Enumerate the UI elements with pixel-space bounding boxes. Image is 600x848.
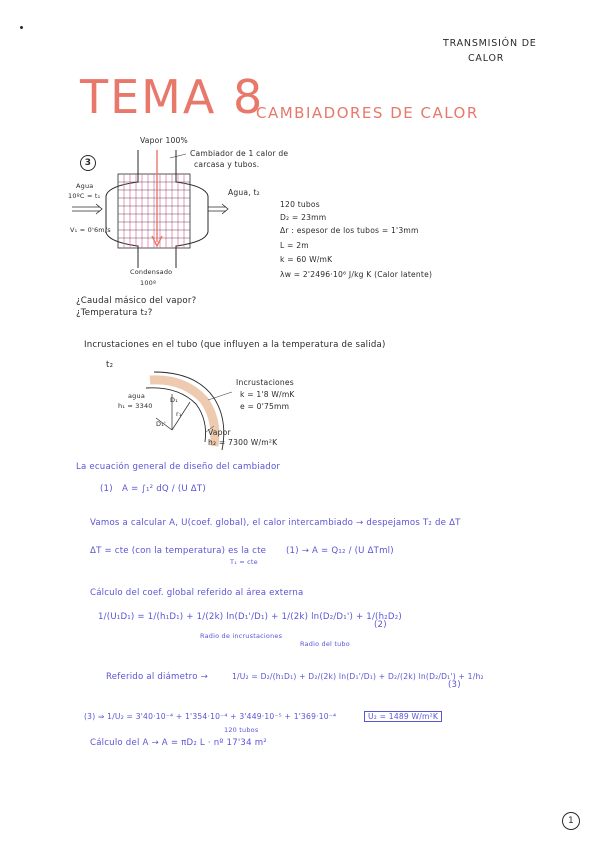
given-diameter: D₂ = 23mm: [280, 213, 327, 222]
condensate-label: Condensado: [130, 268, 173, 276]
eq1-label: (1): [100, 484, 113, 494]
steam-coefficient: h₂ = 7300 W/m²K: [208, 438, 278, 447]
question-mass-flow: ¿Caudal másico del vapor?: [76, 296, 197, 306]
eq3-label: (3): [448, 680, 461, 690]
global-coef-title: Cálculo del coef. global referido al área externa: [90, 588, 304, 598]
problem-number: 3: [80, 155, 96, 171]
page-subtitle: CAMBIADORES DE CALOR: [256, 104, 479, 122]
course-title-line1: TRANSMISIÓN DE: [443, 38, 537, 49]
given-thickness: Δr : espesor de los tubos = 1'3mm: [280, 226, 419, 235]
given-conductivity: k = 60 W/mK: [280, 255, 333, 264]
eq2: 1/(U₁D₁) = 1/(h₁D₁) + 1/(2k) ln(D₁'/D₁) + 1/(2k) ln(D₂/D₁') + 1/(h₂D₂): [98, 612, 402, 622]
solution-intro: La ecuación general de diseño del cambiador: [76, 462, 281, 472]
course-title-line2: CALOR: [468, 53, 505, 64]
annot-fouling-radius: Radio de incrustaciones: [200, 632, 283, 640]
fouling-thickness: e = 0'75mm: [240, 402, 290, 411]
exchanger-label-1: Cambiador de 1 calor de: [190, 149, 289, 158]
eq1: A = ∫₁² dQ / (U ΔT): [122, 484, 206, 494]
condensate-temp: 100º: [140, 279, 157, 287]
given-tubes: 120 tubos: [280, 200, 320, 209]
steam-title: Vapor: [208, 428, 231, 437]
water-inlet-label: Agua: [76, 182, 94, 190]
page-title: TEMA 8: [80, 70, 265, 124]
plan-line: Vamos a calcular A, U(coef. global), el calor intercambiado → despejamos T₂ de ΔT: [90, 518, 461, 528]
area-calculation: Cálculo del A → A = πD₂ L · nº 17'34 m²: [90, 738, 267, 748]
water-inlet-velocity: V₁ = 0'6m/s: [70, 226, 111, 234]
fouling-title: Incrustaciones: [236, 378, 294, 387]
fouling-conductivity: k = 1'8 W/mK: [240, 390, 295, 399]
eq2-label: (2): [374, 620, 387, 630]
water-inlet-temp: 10ºC = t₁: [68, 192, 101, 200]
given-latent-heat: λw = 2'2496·10⁶ J/kg K (Calor latente): [280, 270, 433, 279]
steam-inlet-label: Vapor 100%: [140, 136, 188, 145]
delta-t-subnote: T₁ = cte: [230, 558, 258, 566]
eq3: 1/U₂ = D₂/(h₁D₁) + D₂/(2k) ln(D₁'/D₁) + D₂/(2k) ln(D₂/D₁') + 1/h₂: [232, 672, 484, 681]
annot-tube-radius: Radio del tubo: [300, 640, 350, 648]
area-formula: (1) → A = Q₁₂ / (U ΔTml): [286, 546, 394, 556]
radius-label-d1: D₁: [170, 396, 179, 404]
given-length: L = 2m: [280, 241, 309, 250]
delta-t-line: ΔT = cte (con la temperatura) es la cte: [90, 546, 267, 556]
radius-label-r1: r₁: [176, 410, 182, 418]
water-coefficient: h₁ = 3340: [118, 402, 153, 410]
exchanger-label-2: carcasa y tubos.: [194, 160, 260, 169]
page-number: 1: [562, 812, 580, 830]
outlet-temp-mark: t₂: [106, 360, 114, 370]
question-temperature: ¿Temperatura t₂?: [76, 308, 153, 318]
fouling-heading: Incrustaciones en el tubo (que influyen a la temperatura de salida): [84, 340, 386, 350]
eq3-result: (3) ⇒ 1/U₂ = 3'40·10⁻⁴ + 1'354·10⁻⁴ + 3'449·10⁻⁵ + 1'369·10⁻⁴: [84, 712, 337, 721]
referred-title: Referido al diámetro →: [106, 672, 209, 682]
radius-label-d1-prime: D₁': [156, 420, 166, 428]
u-result-box: U₂ = 1489 W/m²K: [364, 711, 442, 722]
water-label: agua: [128, 392, 146, 400]
area-note: 120 tubos: [224, 726, 259, 734]
water-outlet-label: Agua, t₂: [228, 188, 260, 197]
